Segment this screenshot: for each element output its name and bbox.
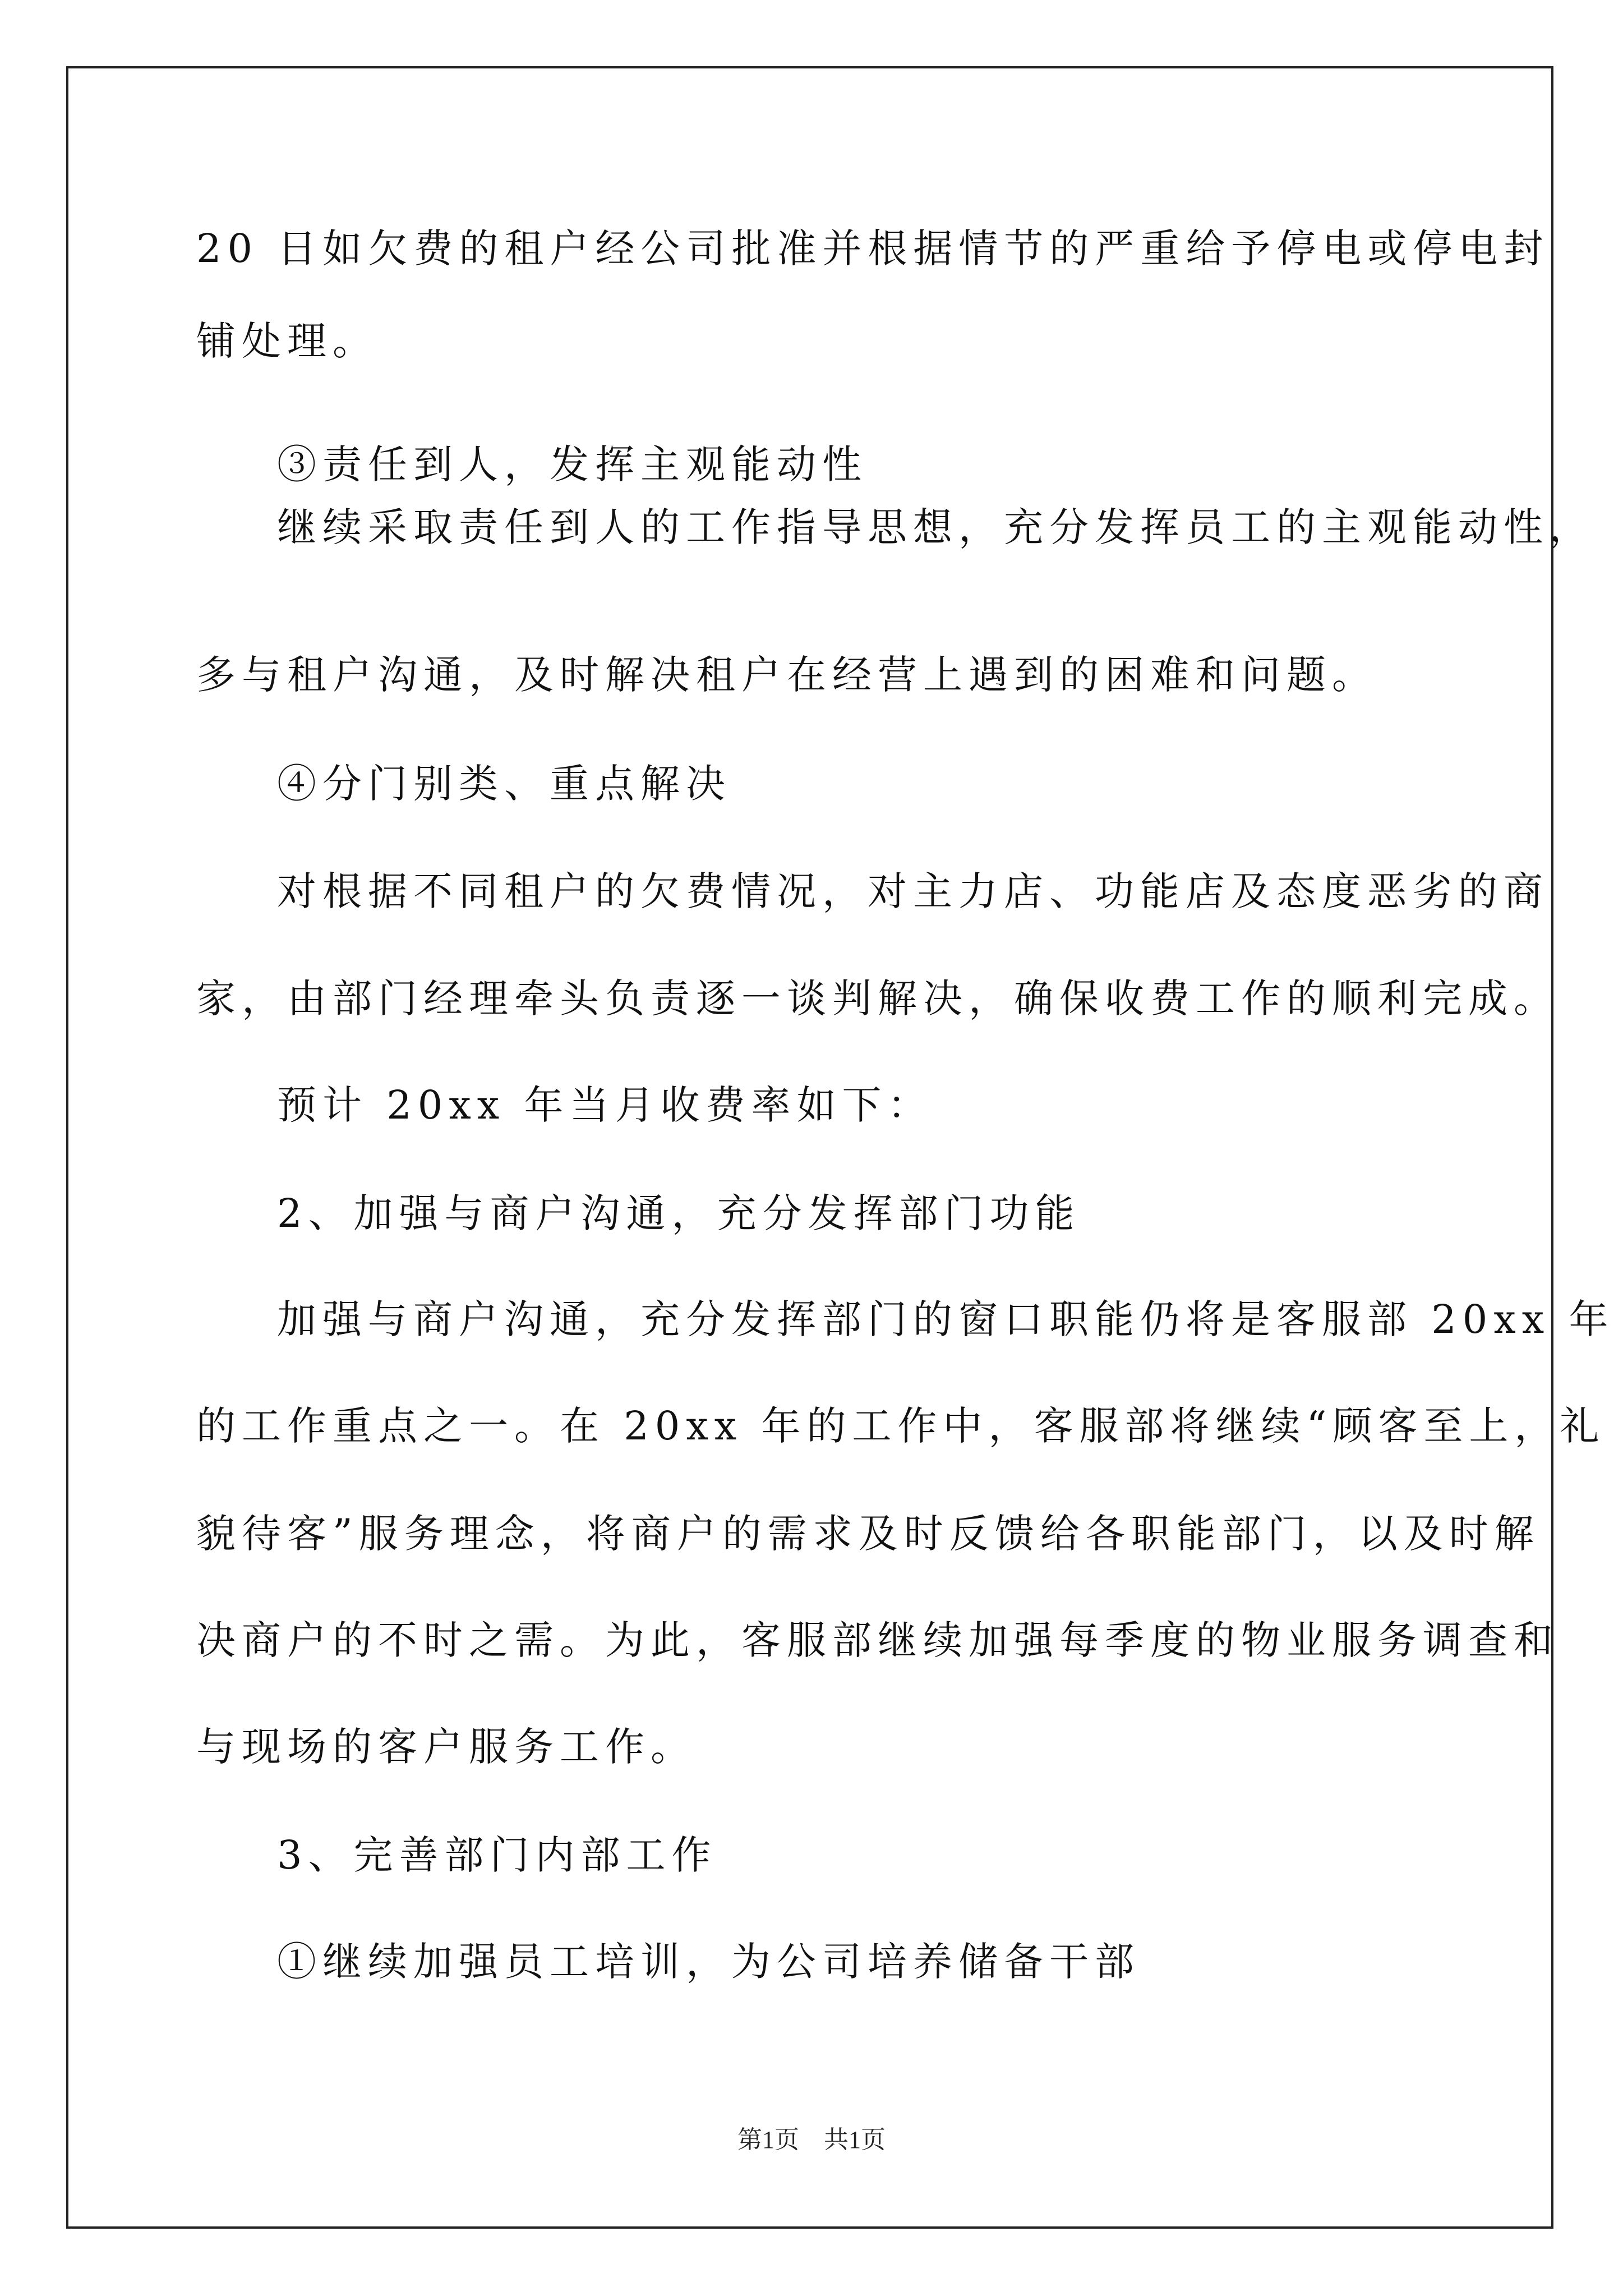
paragraph-line: 20 日如欠费的租户经公司批准并根据情节的严重给予停电或停电封 [196, 226, 1550, 272]
paragraph-line: 家，由部门经理牵头负责逐一谈判解决，确保收费工作的顺利完成。 [196, 976, 1559, 1022]
paragraph-line: 与现场的客户服务工作。 [196, 1724, 696, 1770]
paragraph-line: 的工作重点之一。在 20xx 年的工作中，客服部将继续“顾客至上，礼 [196, 1403, 1606, 1449]
section-heading: ③责任到人，发挥主观能动性 [277, 441, 868, 487]
section-heading: ①继续加强员工培训，为公司培养储备干部 [277, 1939, 1140, 1985]
paragraph-line: 决商户的不时之需。为此，客服部继续加强每季度的物业服务调查和 [196, 1617, 1559, 1663]
paragraph-line: 铺处理。 [196, 318, 378, 364]
paragraph-line: 多与租户沟通，及时解决租户在经营上遇到的困难和问题。 [196, 652, 1377, 698]
page-border [66, 66, 1553, 2229]
page-footer: 第1页 共1页 [737, 2126, 886, 2154]
paragraph-line: 加强与商户沟通，充分发挥部门的窗口职能仍将是客服部 20xx 年 [277, 1296, 1615, 1342]
paragraph-line: 对根据不同租户的欠费情况，对主力店、功能店及态度恶劣的商 [277, 868, 1549, 914]
section-heading: 2、加强与商户沟通，充分发挥部门功能 [277, 1190, 1081, 1236]
section-heading: ④分门别类、重点解决 [277, 761, 731, 807]
section-heading: 3、完善部门内部工作 [277, 1832, 717, 1878]
paragraph-line: 预计 20xx 年当月收费率如下： [277, 1082, 933, 1128]
paragraph-line: 继续采取责任到人的工作指导思想，充分发挥员工的主观能动性， [277, 504, 1594, 550]
paragraph-line: 貌待客”服务理念，将商户的需求及时反馈给各职能部门，以及时解 [196, 1511, 1540, 1557]
